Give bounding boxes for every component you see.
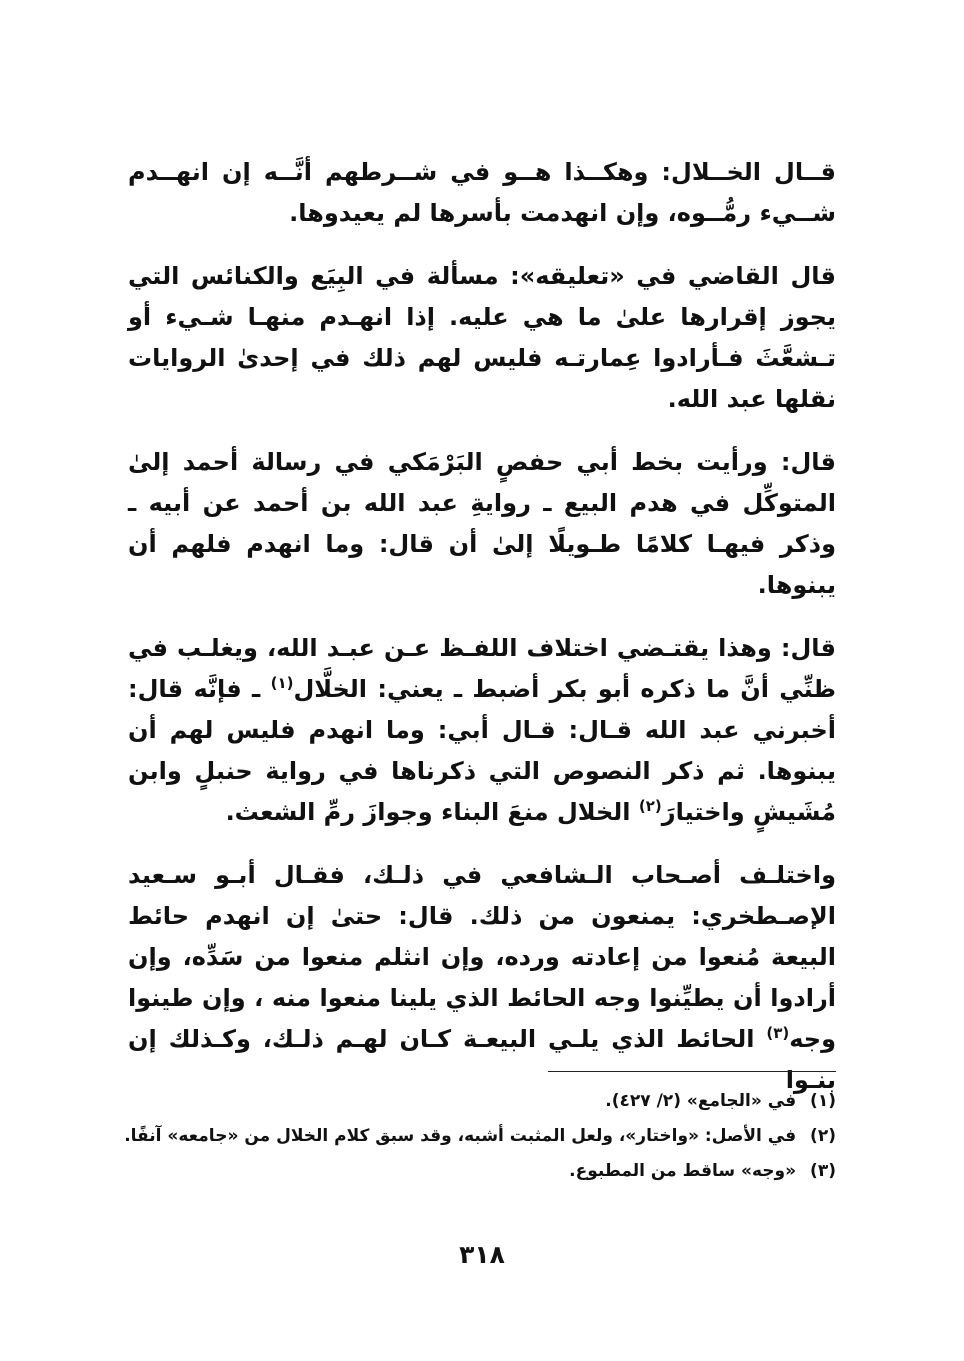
paragraph-4-text-a: قال: وهذا يقتـضي اختلاف اللفـظ عـن عبـد الله، ويغلـب في ظنِّي أنَّ ما ذكره أبو بكر أضبط ـ يعني: الخلَّال <box>128 634 836 703</box>
paragraph-4-text-b: ـ فإنَّه قال: أخبرني عبد الله قـال: قـال أبي: وما انهدم فليس لهم أن يبنوها. ثم ذكر النصوص التي ذكرناها في رواية حنبلٍ وابن مُشَيشٍ واختيارَ <box>128 675 836 826</box>
paragraph-4-text-c: الخلال منعَ البناء وجوازَ رمِّ الشعث. <box>225 798 639 826</box>
footnote-ref-2: (٢) <box>638 797 662 815</box>
page-body <box>128 152 836 1121</box>
footnote-number: (١) <box>810 1091 836 1111</box>
footnote-text: في «الجامع» (٢/ ٤٢٧). <box>605 1091 797 1111</box>
paragraph-5-text-a: واختلـف أصـحاب الـشافعي في ذلـك، فقـال أبـو سـعيد الإصـطخري: يمنعون من ذلك. قال: حتىٰ إن انهدم حائط البيعة مُنعوا من إعادته ورده، وإن انثلم منعوا من سَدِّه، وإن أرادوا أن يطيِّنوا وجه الحائط الذي يلينا منعوا منه ، وإن طينوا وجه <box>128 861 836 1053</box>
footnote-divider <box>548 1071 836 1072</box>
paragraph-5-text-b: الحائط الذي يلـي البيعـة كـان لهـم ذلـك، وكـذلك إن بنـوا <box>128 1025 836 1094</box>
footnote-ref-3: (٣) <box>766 1024 790 1042</box>
page-number: ٣١٨ <box>459 1240 505 1269</box>
footnote-2 <box>124 1119 836 1154</box>
paragraph-3: قال: ورأيت بخط أبي حفصٍ البَرْمَكي في رسالة أحمد إلىٰ المتوكِّل في هدم البيع ـ روايةِ عبد الله بن أحمد عن أبيه ـ وذكر فيهـا كلامًا طـويلًا إلىٰ أن قال: وما انهدم فلهم أن يبنوها. <box>128 448 836 599</box>
paragraph-1: قــال الخــلال: وهكــذا هــو في شــرطهم أنَّــه إن انهــدم شــيء رمُّــوه، وإن انهدمت بأسرها لم يعيدوها. <box>128 158 836 227</box>
paragraph-5 <box>128 855 836 1101</box>
footnote-ref-1: (١) <box>270 674 294 692</box>
footnote-1 <box>128 1084 836 1119</box>
footnotes <box>124 1084 836 1189</box>
paragraph-4 <box>128 628 836 833</box>
footnote-text: في الأصل: «واختار»، ولعل المثبت أشبه، وقد سبق كلام الخلال من «جامعه» آنفًا. <box>124 1126 797 1146</box>
paragraph-2: قال القاضي في «تعليقه»: مسألة في البِيَع والكنائس التي يجوز إقرارها علىٰ ما هي عليه. إذا انهـدم منهـا شـيء أو تـشعَّثَ فـأرادوا عِمارتـه فليس لهم ذلك في إحدىٰ الروايات نقلها عبد الله. <box>128 262 836 413</box>
footnote-number: (٢) <box>810 1126 836 1146</box>
footnote-text: «وجه» ساقط من المطبوع. <box>569 1161 797 1181</box>
footnote-number: (٣) <box>810 1161 836 1181</box>
footnote-3 <box>128 1154 836 1189</box>
